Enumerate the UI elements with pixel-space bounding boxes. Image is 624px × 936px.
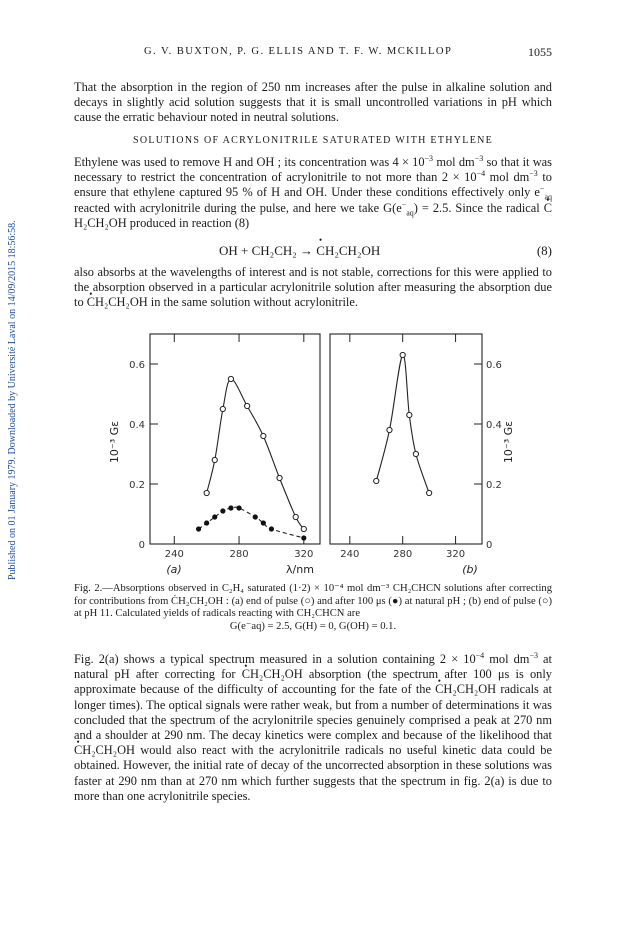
x-tick-label-b: 240 [340, 549, 360, 560]
y-axis-label-left: 10⁻³ Gε [108, 420, 121, 464]
section-heading: SOLUTIONS OF ACRYLONITRILE SATURATED WITH ETHYLENE [132, 135, 494, 146]
data-point-open [245, 403, 250, 408]
series-line-after-100us [199, 507, 304, 538]
y-tick-label-right: 0.2 [486, 480, 502, 491]
data-point-filled [261, 520, 266, 525]
data-point-filled [253, 514, 258, 519]
data-point-filled [269, 526, 274, 531]
equation-text: OH + CH₂CH₂ → • CH₂CH₂OH [219, 243, 380, 259]
figure-caption [74, 583, 552, 633]
x-tick-label-b: 280 [393, 549, 413, 560]
data-point-filled [212, 514, 217, 519]
data-point-open [212, 457, 217, 462]
y-tick-label-right: 0.6 [486, 360, 502, 371]
paragraph-corrections: also absorbs at the wavelengths of interest and is not stable, corrections for this were applied to the absorption observed in a particular acrylonitrile solution after measuring the absorption due to • CH₂CH₂OH in the same solution without acrylonitrile. [74, 265, 552, 311]
y-tick-label: 0.4 [129, 420, 145, 431]
y-tick-label-right: 0.4 [486, 420, 502, 431]
x-tick-label-a: 280 [229, 549, 249, 560]
data-point-open [204, 490, 209, 495]
data-point-open [400, 352, 405, 357]
y-tick-label: 0.6 [129, 360, 145, 371]
data-point-open [387, 427, 392, 432]
x-axis-label: λ/nm [286, 563, 314, 576]
x-tick-label-b: 320 [446, 549, 466, 560]
y-tick-label: 0.2 [129, 480, 145, 491]
running-head-authors: G. V. BUXTON, P. G. ELLIS AND T. F. W. MCKILLOP [144, 46, 453, 57]
data-point-open [293, 514, 298, 519]
caption-yields: G(e⁻aq) = 2.5, G(H) = 0, G(OH) = 0.1. [229, 620, 397, 632]
data-point-filled [228, 505, 233, 510]
data-point-filled [301, 535, 306, 540]
plot-frame [150, 334, 320, 544]
data-point-open [427, 490, 432, 495]
y-tick-label: 0 [138, 540, 145, 551]
data-point-open [407, 412, 412, 417]
y-axis-label-right: 10⁻³ Gε [502, 420, 515, 464]
page-number: 1055 [528, 45, 552, 59]
x-tick-label-a: 240 [164, 549, 184, 560]
equation-number: (8) [536, 243, 552, 258]
paragraph-ph-variation: That the absorption in the region of 250 nm increases after the pulse in alkaline solution and decays in slightly acid solution suggests that it is small uncontrolled variations in pH which cause the erratic behaviour noted in neutral solutions. [74, 80, 552, 125]
panel-label-a: (a) [166, 563, 182, 576]
panel-b [330, 334, 482, 544]
paragraph-spectrum: Fig. 2(a) shows a typical spectrum measured in a solution containing $2 \times 10^{-4}$ mol $dm^{-3}$ at natural pH after correcting for • CH₂CH₂OH absorption (the spectrum after 100 μs is only approximate because of the difficulty of accounting for the fate of the • CH₂CH₂OH radicals at longer times). The optical signals were rather weak, but from a number of determinations it was concluded that the spectrum of the acrylonitrile species genuinely comprised a peak at 270 nm and a shoulder at 290 nm. The decay kinetics were complex and because of the likelihood that • CH₂CH₂OH would also react with the acrylonitrile radicals no useful kinetic data could be obtained. However, the initial rate of decay of the uncorrected absorption in these solutions was faster at 290 nm than at 270 nm which further suggests that the spectrum in fig. 2(a) is due to more than one acrylonitrile species. [74, 652, 552, 804]
panel-label-b: (b) [462, 563, 478, 576]
y-tick-label-right-zero: 0 [486, 540, 493, 551]
caption-text: Fig. 2.—Absorptions observed in C₂H₄ saturated (1·2) × 10⁻⁴ mol dm⁻³ CH₂CHCN solutions after correcting for contributions from ĊH₂CH₂OH : (a) end of pulse (○) and after 100 μs (●) at natural pH ; (b) end of pulse (○) at pH 11. Calculated yields of radicals reacting with CH₂CHCN are [74, 583, 552, 620]
data-point-open [301, 526, 306, 531]
download-note: Published on 01 January 1979. Downloaded by Université Laval on 14/09/2015 18:56:58. [7, 220, 18, 580]
data-point-filled [236, 505, 241, 510]
series-line-end-of-pulse [376, 355, 429, 493]
data-point-filled [204, 520, 209, 525]
data-point-open [261, 433, 266, 438]
data-point-open [277, 475, 282, 480]
data-point-open [374, 478, 379, 483]
x-tick-label-a: 320 [294, 549, 314, 560]
paragraph-ethylene: Ethylene was used to remove H and OH ; its concentration was $4 \times 10^{-3}$ mol $dm^{-3}$ so that it was necessary to restrict the concentration of acrylonitrile to not more than $2 \times 10^{-4}$ mol $dm^{-3}$ to ensure that ethylene captured 95 % of H and OH. Under these conditions effectively only $e^-_{aq}$ reacted with acrylonitrile during the pulse, and here we take $G(e^-_{aq}) = 2.5$. Since the radical • CH₂CH₂OH produced in reaction (8) [74, 155, 552, 231]
data-point-open [220, 406, 225, 411]
data-point-filled [220, 508, 225, 513]
data-point-open [413, 451, 418, 456]
series-line-end-of-pulse [207, 379, 304, 529]
panel-a [150, 334, 320, 544]
data-point-open [228, 376, 233, 381]
data-point-filled [196, 526, 201, 531]
plot-frame [330, 334, 482, 544]
